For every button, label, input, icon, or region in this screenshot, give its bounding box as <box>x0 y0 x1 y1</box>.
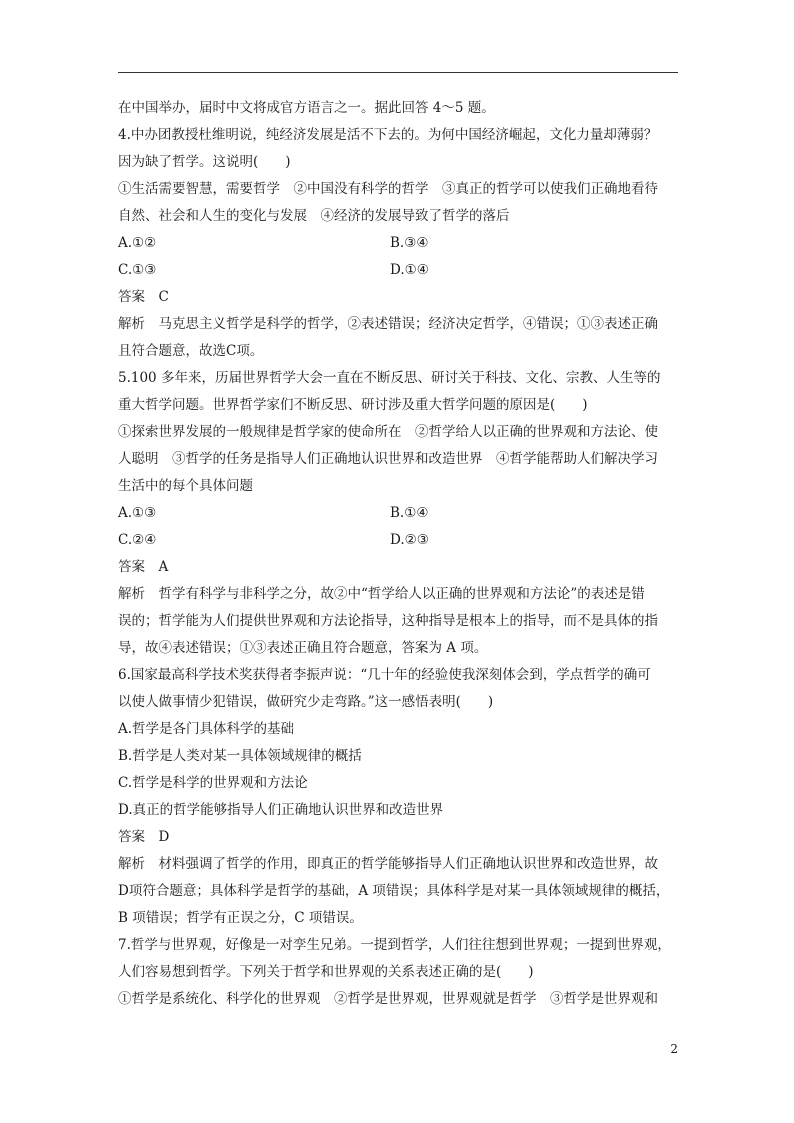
q5-analysis-line: 误的；哲学能为人们提供世界观和方法论指导，这种指导是根本上的指导，而不是具体的指 <box>118 613 658 629</box>
q5-statement-line: 生活中的每个具体问题 <box>118 478 253 494</box>
q5-option-c: C.②④ <box>118 532 157 548</box>
q6-choice-a: A.哲学是各门具体科学的基础 <box>118 721 295 737</box>
q4-option-d: D.①④ <box>390 262 429 278</box>
q4-stem-line: 因为缺了哲学。这说明( ) <box>118 154 291 170</box>
q5-option-d: D.②③ <box>390 532 429 548</box>
q5-stem-line: 5.100 多年来，历届世界哲学大会一直在不断反思、研讨关于科技、文化、宗教、人生等的 <box>118 370 661 386</box>
q6-choice-c: C.哲学是科学的世界观和方法论 <box>118 775 308 791</box>
q4-analysis-line: 且符合题意，故选C项。 <box>118 343 264 359</box>
q6-stem-line: 6.国家最高科学技术奖获得者李振声说：“几十年的经验使我深刻体会到，学点哲学的确可 <box>118 667 651 683</box>
page-number: 2 <box>670 1042 678 1056</box>
q4-analysis-line: 解析 马克思主义哲学是科学的哲学，②表述错误；经济决定哲学，④错误；①③表述正确 <box>118 316 658 332</box>
q5-analysis-line: 解析 哲学有科学与非科学之分，故②中“哲学给人以正确的世界观和方法论”的表述是错 <box>118 586 645 602</box>
q4-stem-line: 4.中办团教授杜维明说，纯经济发展是活不下去的。为何中国经济崛起，文化力量却薄弱？ <box>118 127 658 143</box>
q4-statement-line: 自然、社会和人生的变化与发展 ④经济的发展导致了哲学的落后 <box>118 208 510 224</box>
q5-option-a: A.①③ <box>118 505 157 521</box>
q6-choice-d: D.真正的哲学能够指导人们正确地认识世界和改造世界 <box>118 802 444 818</box>
q7-statement-line: ①哲学是系统化、科学化的世界观 ②哲学是世界观，世界观就是哲学 ③哲学是世界观和 <box>118 991 658 1007</box>
q4-options-row <box>118 257 681 284</box>
q4-answer: 答案 C <box>118 289 169 305</box>
q4-statement-line: ①生活需要智慧，需要哲学 ②中国没有科学的哲学 ③真正的哲学可以使我们正确地看待 <box>118 181 658 197</box>
q7-stem-line: 人们容易想到哲学。下列关于哲学和世界观的关系表述正确的是( ) <box>118 964 534 980</box>
q6-answer: 答案 D <box>118 829 170 845</box>
q6-analysis-line: B 项错误；哲学有正误之分，C 项错误。 <box>118 910 363 926</box>
q5-statement-line: ①探索世界发展的一般规律是哲学家的使命所在 ②哲学给人以正确的世界观和方法论、使 <box>118 424 658 440</box>
q6-stem-line: 以使人做事情少犯错误，做研究少走弯路。”这一感悟表明( ) <box>118 694 494 710</box>
q5-analysis-line: 导，故④表述错误；①③表述正确且符合题意，答案为 A 项。 <box>118 640 488 656</box>
intro-line: 在中国举办，届时中文将成官方语言之一。据此回答 4～5 题。 <box>118 100 495 116</box>
q4-option-a: A.①② <box>118 235 157 251</box>
q7-stem-line: 7.哲学与世界观，好像是一对孪生兄弟。一提到哲学，人们往往想到世界观；一提到世界观， <box>118 937 671 953</box>
q5-answer: 答案 A <box>118 559 169 575</box>
q4-option-b: B.③④ <box>390 235 429 251</box>
q6-analysis-line: 解析 材料强调了哲学的作用，即真正的哲学能够指导人们正确地认识世界和改造世界，故 <box>118 856 658 872</box>
q5-statement-line: 人聪明 ③哲学的任务是指导人们正确地认识世界和改造世界 ④哲学能帮助人们解决学习 <box>118 451 658 467</box>
q5-option-b: B.①④ <box>390 505 429 521</box>
q6-analysis-line: D项符合题意；具体科学是哲学的基础，A 项错误；具体科学是对某一具体领域规律的概括， <box>118 883 670 899</box>
q5-options-row <box>118 500 681 527</box>
q4-option-c: C.①③ <box>118 262 157 278</box>
q5-options-row <box>118 527 681 554</box>
q5-stem-line: 重大哲学问题。世界哲学家们不断反思、研讨涉及重大哲学问题的原因是( ) <box>118 397 588 413</box>
q4-options-row <box>118 230 681 257</box>
q6-choice-b: B.哲学是人类对某一具体领域规律的概括 <box>118 748 362 764</box>
header-rule <box>118 72 678 73</box>
document-body <box>118 95 681 1013</box>
